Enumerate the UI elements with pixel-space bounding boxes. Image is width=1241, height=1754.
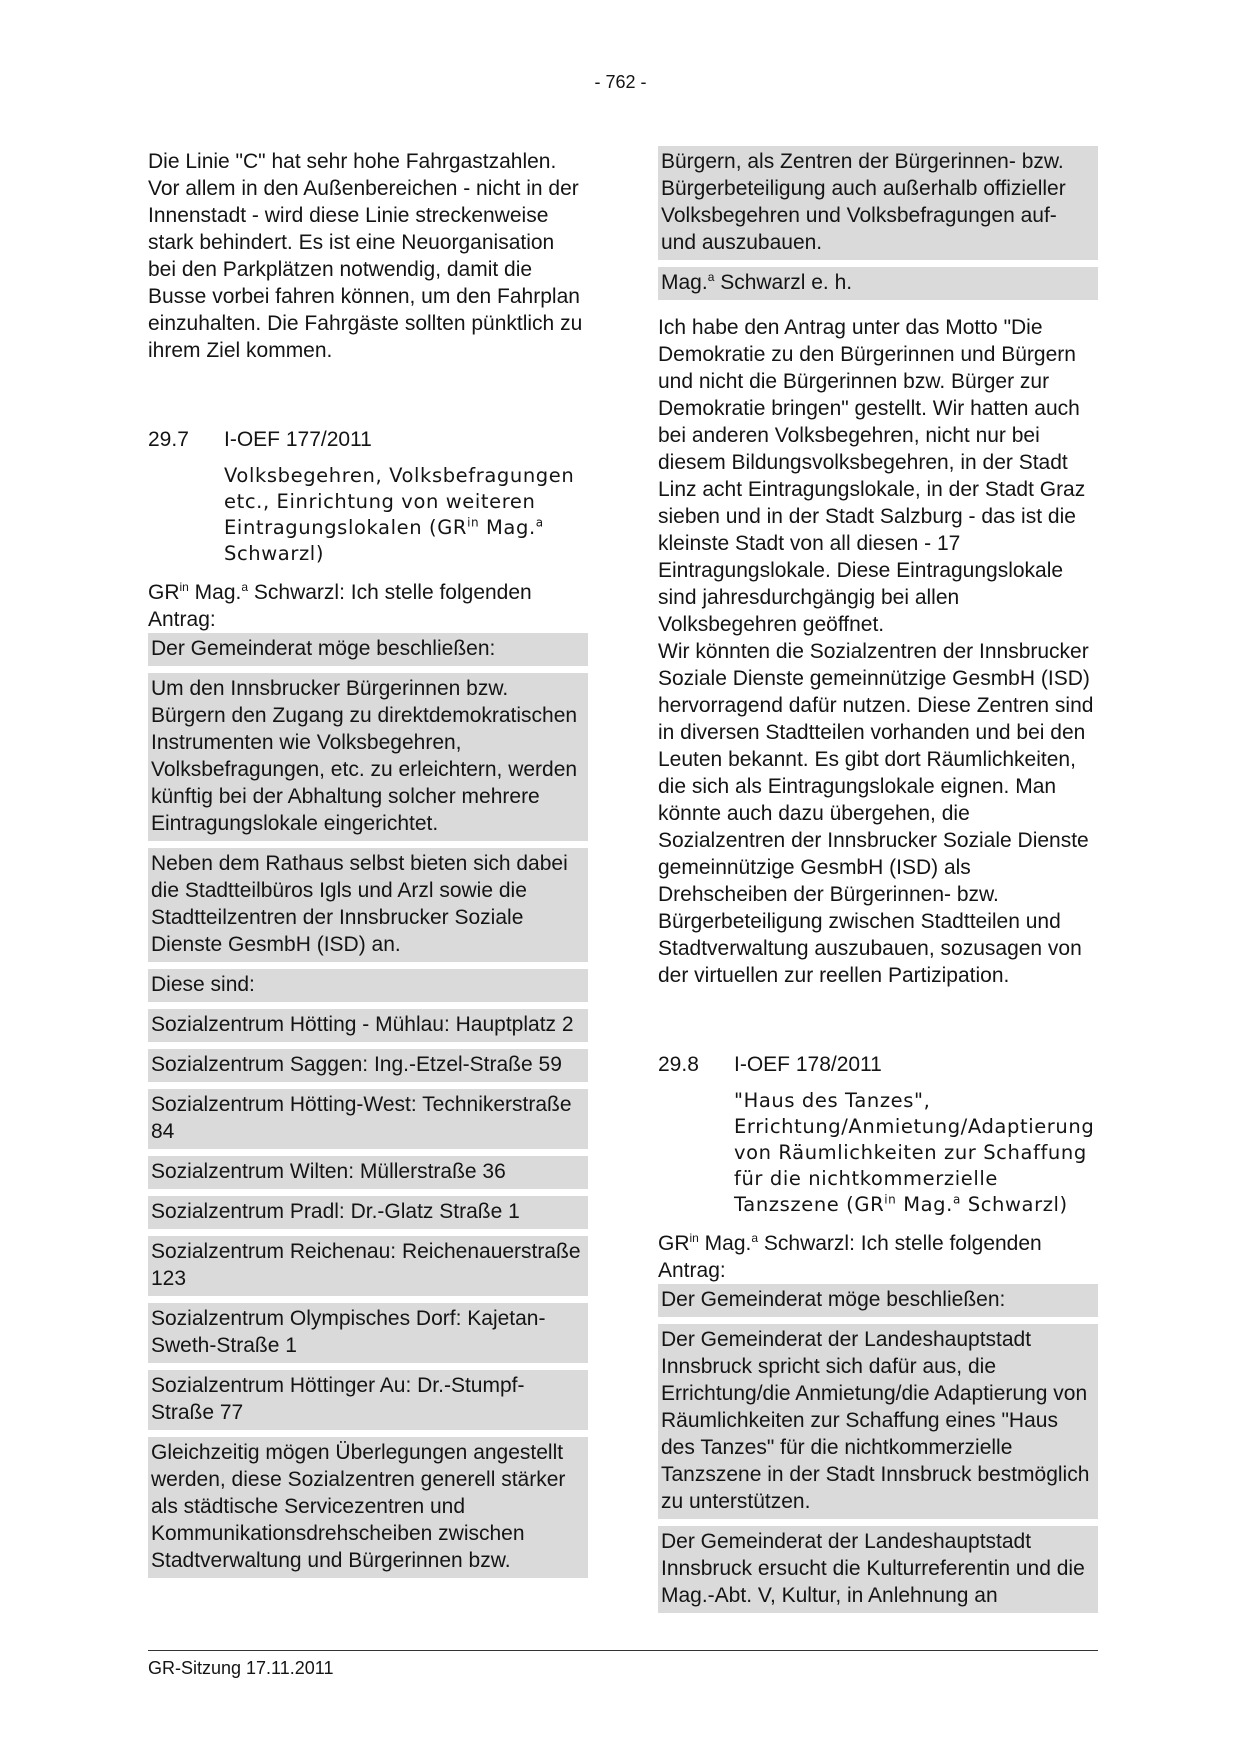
motion-paragraph: Gleichzeitig mögen Überlegungen angestellt werden, diese Sozialzentren generell stärker als städtische Servicezentren und Kommunikationsdrehscheiben zwischen Stadtverwaltung und Bürgerinnen bzw. [148, 1430, 588, 1578]
location-item: Sozialzentrum Höttinger Au: Dr.-Stumpf-Straße 77 [148, 1363, 588, 1430]
intro-paragraph: Die Linie "C" hat sehr hohe Fahrgastzahlen. Vor allem in den Außenbereichen - nicht in der Innenstadt - wird diese Linie streckenweise stark behindert. Es ist eine Neuorganisation bei den Parkplätzen notwendig, damit die Busse vorbei fahren können, um den Fahrplan einzuhalten. Die Fahrgäste sollten pünktlich zu ihrem Ziel kommen. [148, 150, 583, 362]
motion-intro: Der Gemeinderat möge beschließen: [148, 633, 588, 666]
motion-continuation: Bürgern, als Zentren der Bürgerinnen- bzw. Bürgerbeteiligung auch außerhalb offizieller Volksbegehren und Volksbefragungen auf- und auszubauen. [658, 146, 1098, 260]
location-item: Sozialzentrum Saggen: Ing.-Etzel-Straße 59 [148, 1042, 588, 1082]
agenda-item-heading [658, 1051, 1098, 1078]
agenda-item-heading [148, 426, 588, 453]
speaker-line: $GR^{in}$ Mag.$^a$ Schwarzl: Ich stelle folgenden Antrag: [148, 580, 532, 631]
motion-block [148, 633, 588, 1578]
location-item: Sozialzentrum Reichenau: Reichenauerstraße 123 [148, 1229, 588, 1296]
location-item: Sozialzentrum Hötting - Mühlau: Hauptplatz 2 [148, 1002, 588, 1042]
motion-continuation-block [658, 146, 1098, 300]
motion-paragraph: Um den Innsbrucker Bürgerinnen bzw. Bürgern den Zugang zu direktdemokratischen Instrumenten wie Volksbegehren, Volksbefragungen, etc. zu erleichtern, werden künftig bei der Abhaltung solcher mehrere Eintragungslokale eingerichtet. [148, 666, 588, 841]
motion-intro: Der Gemeinderat möge beschließen: [658, 1284, 1098, 1317]
agenda-item-ref: I-OEF 178/2011 [734, 1053, 882, 1076]
signature-line: Mag.$^a$ Schwarzl e. h. [658, 260, 1098, 300]
agenda-item-number: 29.8 [658, 1053, 699, 1076]
agenda-item-title: Volksbegehren, Volksbefragungen etc., Einrichtung von weiteren Eintragungslokalen ($GR^{in}$ Mag.$^a$ Schwarzl) [224, 464, 575, 565]
footer-session-date: GR-Sitzung 17.11.2011 [148, 1658, 334, 1678]
right-column [658, 146, 1098, 1627]
footer-rule [148, 1650, 1098, 1651]
page-number: - 762 - [594, 72, 647, 92]
speech-paragraph: Ich habe den Antrag unter das Motto "Die Demokratie zu den Bürgerinnen und Bürgern und nicht die Bürgerinnen bzw. Bürger zur Demokratie bringen" gestellt. Wir hatten auch bei anderen Volksbegehren, nicht nur bei diesem Bildungsvolksbegehren, in der Stadt Linz acht Eintragungslokale, in der Stadt Graz sieben und in der Stadt Salzburg - das ist die kleinste Stadt von all diesen - 17 Eintragungslokale. Diese Eintragungslokale sind jahresdurchgängig bei allen Volksbegehren geöffnet. [658, 316, 1086, 636]
left-column [148, 148, 588, 1592]
motion-block [658, 1284, 1098, 1613]
location-item: Sozialzentrum Hötting-West: Technikerstraße 84 [148, 1082, 588, 1149]
location-item: Sozialzentrum Olympisches Dorf: Kajetan-Sweth-Straße 1 [148, 1296, 588, 1363]
speaker-line: $GR^{in}$ Mag.$^a$ Schwarzl: Ich stelle folgenden Antrag: [658, 1231, 1042, 1282]
motion-paragraph: Der Gemeinderat der Landeshauptstadt Innsbruck ersucht die Kulturreferentin und die Mag.-Abt. V, Kultur, in Anlehnung an [658, 1519, 1098, 1613]
motion-paragraph: Diese sind: [148, 962, 588, 1002]
location-item: Sozialzentrum Pradl: Dr.-Glatz Straße 1 [148, 1189, 588, 1229]
speech-paragraph: Wir könnten die Sozialzentren der Innsbrucker Soziale Dienste gemeinnützige GesmbH (ISD) hervorragend dafür nutzen. Diese Zentren sind in diversen Stadtteilen vorhanden und bei den Leuten bekannt. Es gibt dort Räumlichkeiten, die sich als Eintragungslokale eignen. Man könnte auch dazu übergehen, die Sozialzentren der Innsbrucker Soziale Dienste gemeinnützige GesmbH (ISD) als Drehscheiben der Bürgerinnen- bzw. Bürgerbeteiligung zwischen Stadtteilen und Stadtverwaltung auszubauen, sozusagen von der virtuellen zur reellen Partizipation. [658, 640, 1094, 987]
agenda-item-number: 29.7 [148, 428, 189, 451]
agenda-item-ref: I-OEF 177/2011 [224, 428, 372, 451]
agenda-item-title: "Haus des Tanzes", Errichtung/Anmietung/Adaptierung von Räumlichkeiten zur Schaffung für die nichtkommerzielle Tanzszene ($GR^{in}$ Mag.$^a$ Schwarzl) [734, 1089, 1095, 1216]
motion-paragraph: Der Gemeinderat der Landeshauptstadt Innsbruck spricht sich dafür aus, die Errichtung/die Anmietung/die Adaptierung von Räumlichkeiten zur Schaffung eines "Haus des Tanzes" für die nichtkommerzielle Tanzszene in der Stadt Innsbruck bestmöglich zu unterstützen. [658, 1317, 1098, 1519]
motion-paragraph: Neben dem Rathaus selbst bieten sich dabei die Stadtteilbüros Igls und Arzl sowie die Stadtteilzentren der Innsbrucker Soziale Dienste GesmbH (ISD) an. [148, 841, 588, 962]
location-item: Sozialzentrum Wilten: Müllerstraße 36 [148, 1149, 588, 1189]
